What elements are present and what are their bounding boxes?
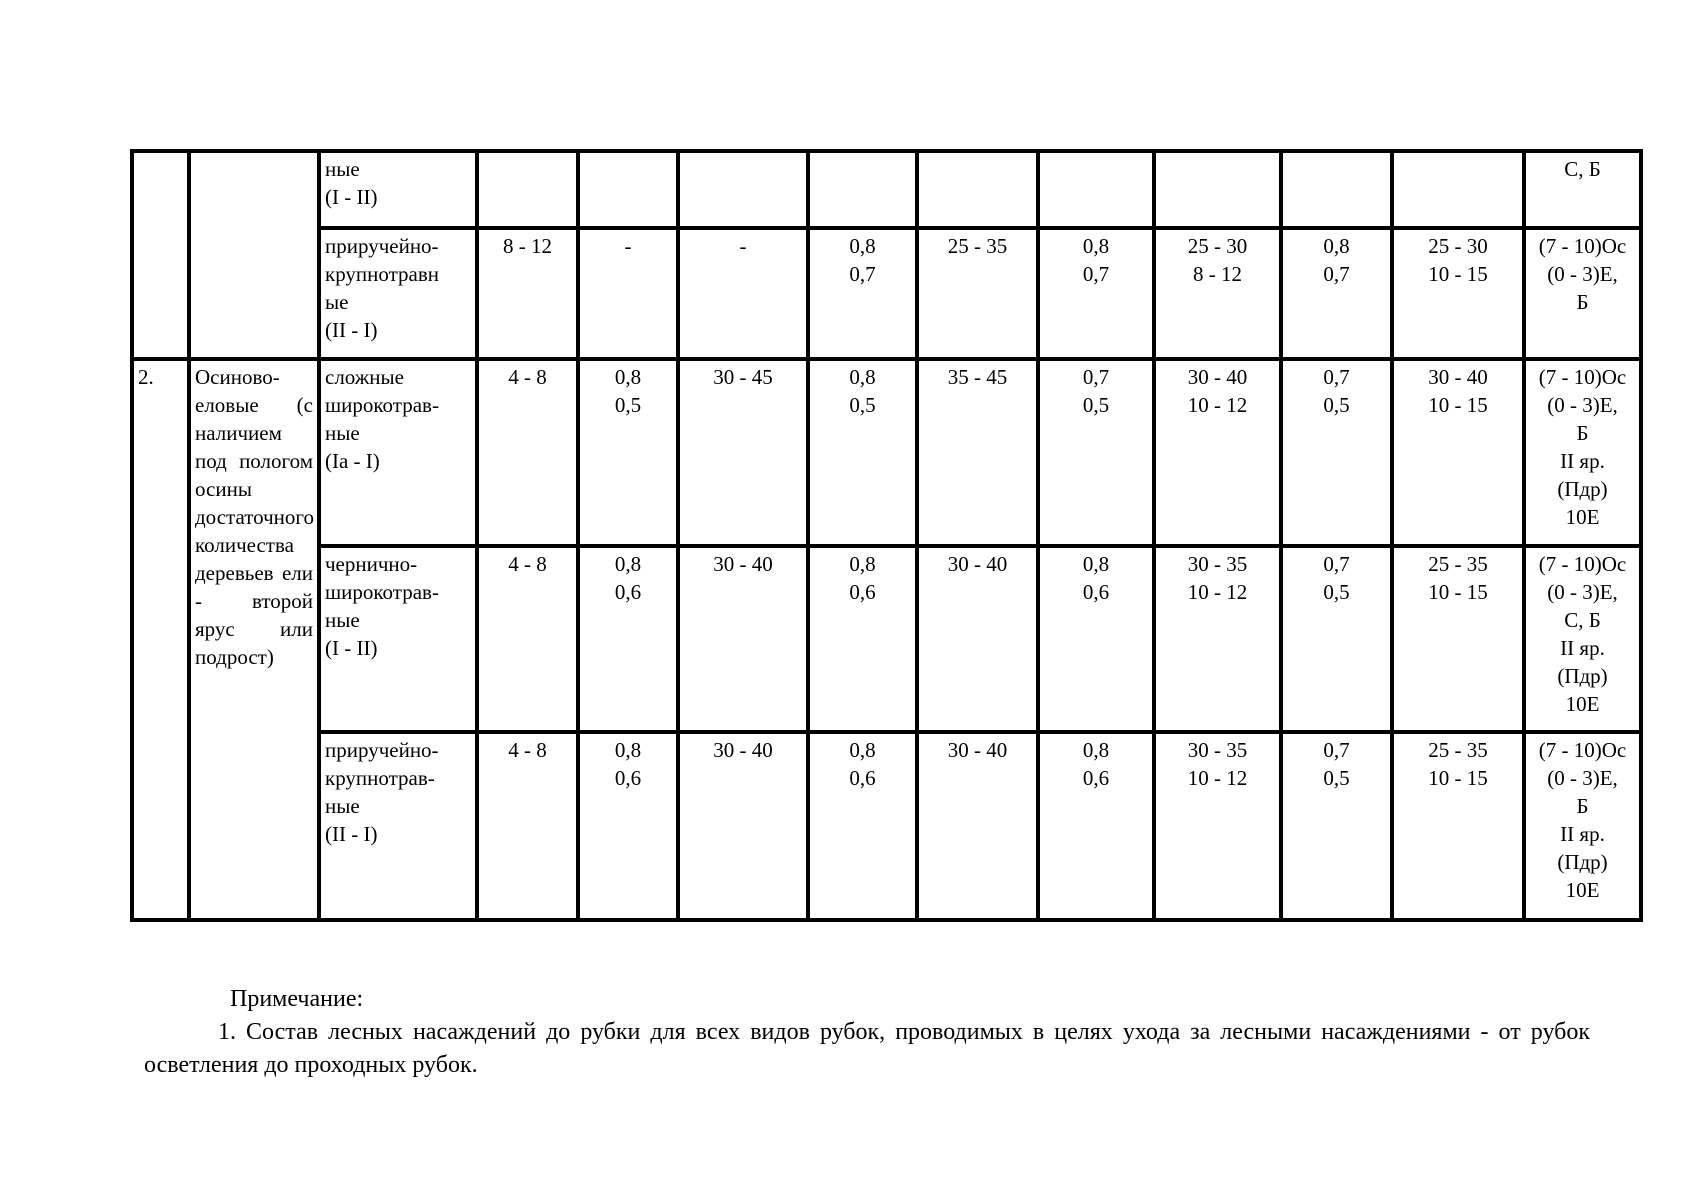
table-cell: - <box>678 228 808 359</box>
table-cell: 30 - 40 10 - 15 <box>1392 359 1524 546</box>
table-row <box>132 732 1641 920</box>
table-cell: 35 - 45 <box>917 359 1038 546</box>
table-cell: 0,8 0,5 <box>578 359 678 546</box>
table-cell <box>808 151 917 228</box>
note-block <box>144 983 1590 1082</box>
table-cell: 0,8 0,6 <box>808 732 917 920</box>
table-cell: 0,8 0,6 <box>1038 546 1154 732</box>
table-cell: 30 - 40 10 - 12 <box>1154 359 1281 546</box>
table-cell: 25 - 35 <box>917 228 1038 359</box>
table-cell: 4 - 8 <box>477 732 578 920</box>
table-cell: 4 - 8 <box>477 359 578 546</box>
table-cell <box>578 151 678 228</box>
table-cell: 30 - 40 <box>678 546 808 732</box>
table-row <box>132 359 1641 546</box>
table-cell: 30 - 35 10 - 12 <box>1154 546 1281 732</box>
table-cell: (7 - 10)Ос (0 - 3)Е, Б II яр. (Пдр) 10Е <box>1524 359 1641 546</box>
table-cell: 30 - 40 <box>917 546 1038 732</box>
data-table <box>130 149 1643 922</box>
table-cell: 0,7 0,5 <box>1038 359 1154 546</box>
table-cell: приручейно- крупнотрав- ные (II - I) <box>319 732 477 920</box>
table-cell: сложные широкотрав- ные (Ia - I) <box>319 359 477 546</box>
table-cell: 0,8 0,6 <box>578 732 678 920</box>
table-cell: 25 - 35 10 - 15 <box>1392 546 1524 732</box>
table-cell: 30 - 35 10 - 12 <box>1154 732 1281 920</box>
table-cell: 0,8 0,6 <box>808 546 917 732</box>
note-item: 1. Состав лесных насаждений до рубки для всех видов рубок, проводимых в целях ухода за лесными насаждениями - от рубок осветления до проходных рубок. <box>144 1019 1590 1078</box>
table-cell: 0,8 0,7 <box>1038 228 1154 359</box>
table-row <box>132 151 1641 228</box>
table-cell <box>189 151 319 359</box>
table-cell: 0,7 0,5 <box>1281 732 1392 920</box>
table-row <box>132 546 1641 732</box>
table-cell: (7 - 10)Ос (0 - 3)Е, С, Б II яр. (Пдр) 10Е <box>1524 546 1641 732</box>
table-cell: (7 - 10)Ос (0 - 3)Е, Б II яр. (Пдр) 10Е <box>1524 732 1641 920</box>
table-cell <box>1281 151 1392 228</box>
table-cell: 30 - 40 <box>917 732 1038 920</box>
table-cell <box>1038 151 1154 228</box>
table-row <box>132 228 1641 359</box>
table-cell: приручейно- крупнотравн ые (II - I) <box>319 228 477 359</box>
table-cell <box>1392 151 1524 228</box>
table-cell <box>917 151 1038 228</box>
table-cell: 30 - 40 <box>678 732 808 920</box>
table-cell: 0,8 0,6 <box>578 546 678 732</box>
table-cell: 4 - 8 <box>477 546 578 732</box>
table-cell: 25 - 35 10 - 15 <box>1392 732 1524 920</box>
table-cell: - <box>578 228 678 359</box>
table-cell: 0,8 0,7 <box>808 228 917 359</box>
table-cell: С, Б <box>1524 151 1641 228</box>
table-cell: 25 - 30 8 - 12 <box>1154 228 1281 359</box>
table-cell: 0,8 0,7 <box>1281 228 1392 359</box>
table-cell: 8 - 12 <box>477 228 578 359</box>
note-title: Примечание: <box>230 986 364 1012</box>
table-cell <box>132 151 189 359</box>
table-cell: (7 - 10)Ос (0 - 3)Е, Б <box>1524 228 1641 359</box>
table-cell: чернично- широкотрав- ные (I - II) <box>319 546 477 732</box>
table-cell <box>678 151 808 228</box>
table-cell: 0,7 0,5 <box>1281 546 1392 732</box>
table-cell: 30 - 45 <box>678 359 808 546</box>
table-cell: 0,8 0,6 <box>1038 732 1154 920</box>
table-cell: 2. <box>132 359 189 920</box>
table-cell: ные (I - II) <box>319 151 477 228</box>
table-cell <box>477 151 578 228</box>
table-cell: 0,8 0,5 <box>808 359 917 546</box>
table-cell: 0,7 0,5 <box>1281 359 1392 546</box>
table-cell: Осиново-еловые (с наличием под пологом осины достаточного количества деревьев ели - второй ярус или подрост) <box>189 359 319 920</box>
table-cell <box>1154 151 1281 228</box>
table-cell: 25 - 30 10 - 15 <box>1392 228 1524 359</box>
